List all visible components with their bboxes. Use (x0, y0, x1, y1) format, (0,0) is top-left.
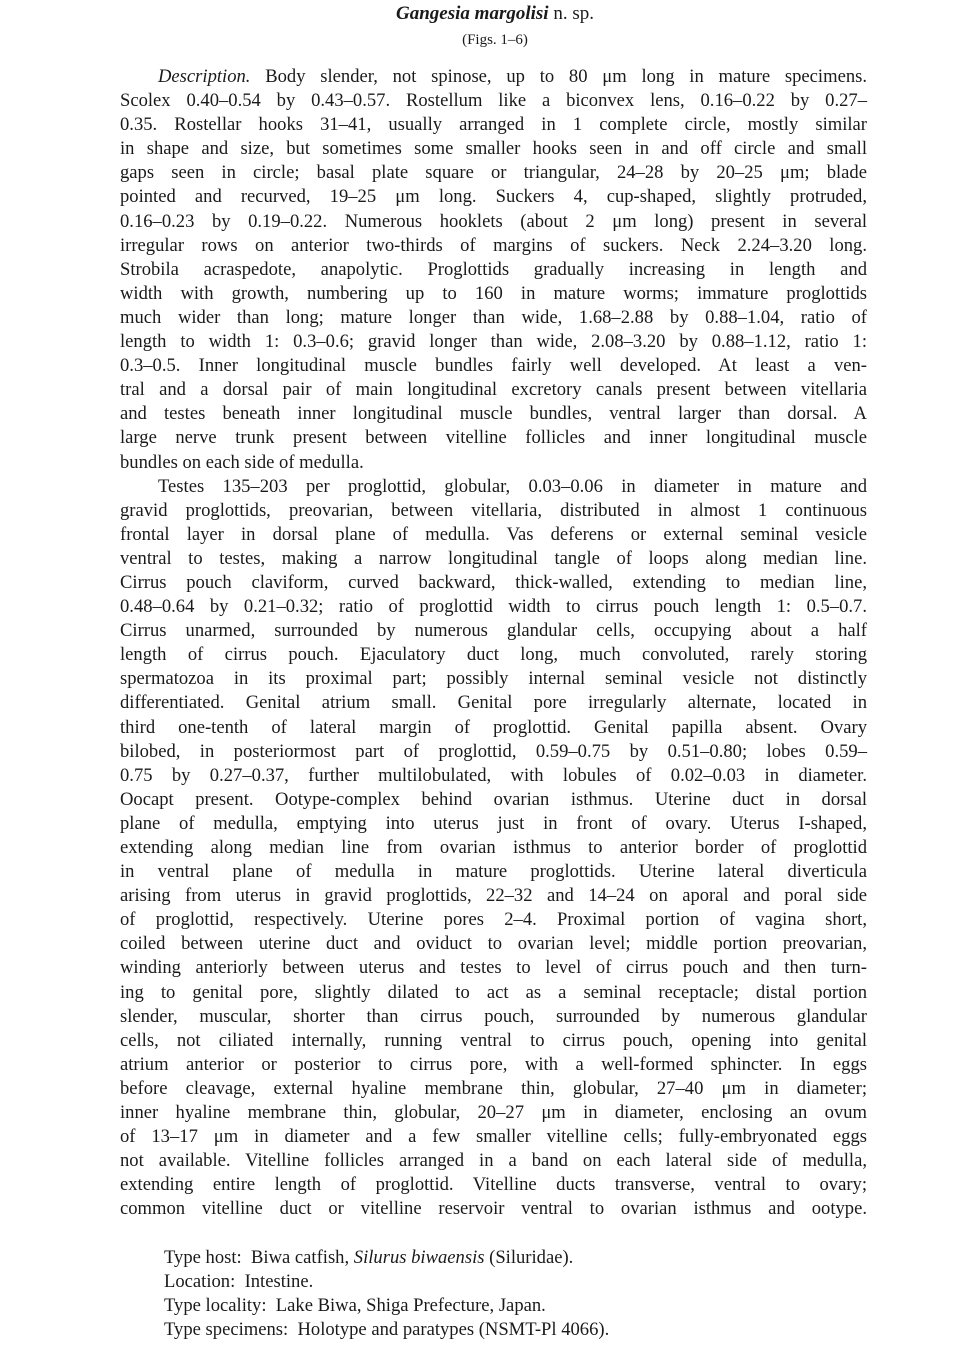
host-species: Silurus biwaensis (353, 1246, 485, 1268)
text-line: length to width 1: 0.3–0.6; gravid longer than wide, 2.08–3.20 by 0.88–1.12, ratio 1: (120, 331, 867, 353)
text-line: 0.75 by 0.27–0.37, further multilobulated, with lobules of 0.02–0.03 in diameter. (120, 764, 867, 786)
text-line: 0.35. Rostellar hooks 31–41, usually arranged in 1 complete circle, mostly similar (120, 114, 867, 136)
text-line: bilobed, in posteriormost part of proglottid, 0.59–0.75 by 0.51–0.80; lobes 0.59– (120, 740, 867, 762)
location-label: Location: (164, 1270, 236, 1292)
text-line: winding anteriorly between uterus and testes to level of cirrus pouch and then turn- (120, 957, 867, 979)
text-line: extending entire length of proglottid. Vitelline ducts transverse, ventral to ovary; (120, 1174, 867, 1196)
species-name: Gangesia margolisi (396, 3, 549, 24)
text-line: 0.16–0.23 by 0.19–0.22. Numerous hooklets (about 2 μm long) present in several (120, 210, 867, 232)
text-line: arising from uterus in gravid proglottids, 22–32 and 14–24 on aporal and poral side (120, 885, 867, 907)
text-line: 0.3–0.5. Inner longitudinal muscle bundles fairly well developed. At least a ven- (120, 355, 867, 377)
text-line: Scolex 0.40–0.54 by 0.43–0.57. Rostellum like a biconvex lens, 0.16–0.22 by 0.27– (120, 90, 867, 112)
text-line: irregular rows on anterior two-thirds of margins of suckers. Neck 2.24–3.20 long. (120, 234, 867, 256)
text-line: coiled between uterine duct and oviduct to ovarian level; middle portion preovarian, (120, 933, 867, 955)
text-line: inner hyaline membrane thin, globular, 20–27 μm in diameter, enclosing an ovum (120, 1102, 867, 1124)
text-line (120, 1222, 867, 1246)
text-line: frontal layer in dorsal plane of medulla. Vas deferens or external seminal vesicle (120, 523, 867, 545)
text-line: ing to genital pore, slightly dilated to act as a seminal receptacle; distal portion (120, 981, 867, 1003)
text-line: Cirrus pouch claviform, curved backward, thick-walled, extending to median line, (120, 571, 867, 593)
text-line: pointed and recurved, 19–25 μm long. Suckers 4, cup-shaped, slightly protruded, (120, 186, 867, 208)
text-line: bundles on each side of medulla. (120, 451, 364, 473)
text-line: ventral to testes, making a narrow longitudinal tangle of loops along median line. (120, 547, 867, 569)
text-line: before cleavage, external hyaline membrane thin, globular, 27–40 μm in diameter; (120, 1077, 867, 1099)
text-line: gaps seen in circle; basal plate square or triangular, 24–28 by 20–25 μm; blade (120, 162, 867, 184)
text-line: in shape and size, but sometimes some smaller hooks seen in and off circle and small (120, 138, 867, 160)
text-line: differentiated. Genital atrium small. Genital pore irregularly alternate, located in (120, 692, 867, 714)
text-line: extending along median line from ovarian isthmus to anterior border of proglottid (120, 837, 867, 858)
text-line: of proglottid, respectively. Uterine pores 2–4. Proximal portion of vagina short, (120, 909, 867, 931)
location-line (120, 1270, 867, 1294)
text-line: width with growth, numbering up to 160 in mature worms; immature proglottids (120, 282, 867, 304)
text-line: large nerve trunk present between vitelline follicles and inner longitudinal muscle (120, 427, 867, 449)
text-line: length of cirrus pouch. Ejaculatory duct long, much convoluted, rarely storing (120, 644, 867, 666)
type-locality-label: Type locality: (164, 1294, 267, 1316)
text-line: Testes 135–203 per proglottid, globular, 0.03–0.06 in diameter in mature and (158, 475, 867, 497)
text-line: slender, muscular, shorter than cirrus pouch, surrounded by numerous glandular (120, 1005, 867, 1027)
text-line: spermatozoa in its proximal part; possibly internal seminal vesicle not distinctly (120, 668, 867, 690)
text-line: and testes beneath inner longitudinal muscle bundles, ventral larger than dorsal. A (120, 403, 867, 425)
text-line: atrium anterior or posterior to cirrus pore, with a well-formed sphincter. In eggs (120, 1053, 867, 1075)
text-line: 0.48–0.64 by 0.21–0.32; ratio of proglottid width to cirrus pouch length 1: 0.5–0.7. (120, 596, 867, 618)
type-host-label: Type host: (164, 1246, 242, 1268)
text-line: Cirrus unarmed, surrounded by numerous glandular cells, occupying about a half (120, 620, 867, 642)
type-locality-value: Lake Biwa, Shiga Prefecture, Japan. (266, 1294, 546, 1316)
description-body (120, 65, 867, 1342)
type-locality-line (120, 1294, 867, 1318)
location-value: Intestine. (235, 1270, 314, 1292)
text-line: third one-tenth of lateral margin of proglottid. Genital papilla absent. Ovary (120, 716, 867, 738)
species-title (0, 2, 975, 26)
figures-reference: (Figs. 1–6) (462, 32, 528, 48)
text-line: cells, not ciliated internally, running ventral to cirrus pouch, opening into genital (120, 1029, 867, 1051)
text-line: Oocapt present. Ootype-complex behind ovarian isthmus. Uterine duct in dorsal (120, 788, 867, 810)
new-species-marker: n. sp. (548, 3, 594, 24)
text-line: in ventral plane of medulla in mature proglottids. Uterine lateral diverticula (120, 861, 867, 883)
text-line: much wider than long; mature longer than wide, 1.68–2.88 by 0.88–1.04, ratio of (120, 306, 867, 328)
text-line: plane of medulla, emptying into uterus just in front of ovary. Uterus I-shaped, (120, 812, 867, 834)
type-specimens-label: Type specimens: (164, 1318, 289, 1340)
description-label: Description. (158, 66, 251, 87)
text-line: gravid proglottids, preovarian, between vitellaria, distributed in almost 1 continuous (120, 499, 867, 521)
type-host-line: Type host: Biwa catfish, Silurus biwaensis (Siluridae). (164, 1246, 574, 1268)
text-line: not available. Vitelline follicles arranged in a band on each lateral side of medulla, (120, 1150, 867, 1172)
text-line: common vitelline duct or vitelline reservoir ventral to ovarian isthmus and ootype. (120, 1198, 867, 1220)
text-line: Description. Body slender, not spinose, up to 80 μm long in mature specimens. (158, 66, 867, 87)
text-line: tral and a dorsal pair of main longitudinal excretory canals present between vitellaria (120, 379, 867, 401)
type-specimens-line (120, 1318, 867, 1342)
text-line: of 13–17 μm in diameter and a few smaller vitelline cells; fully-embryonated eggs (120, 1126, 867, 1148)
type-specimens-value: Holotype and paratypes (NSMT-Pl 4066). (288, 1318, 610, 1340)
text-line: Strobila acraspedote, anapolytic. Proglottids gradually increasing in length and (120, 258, 867, 280)
